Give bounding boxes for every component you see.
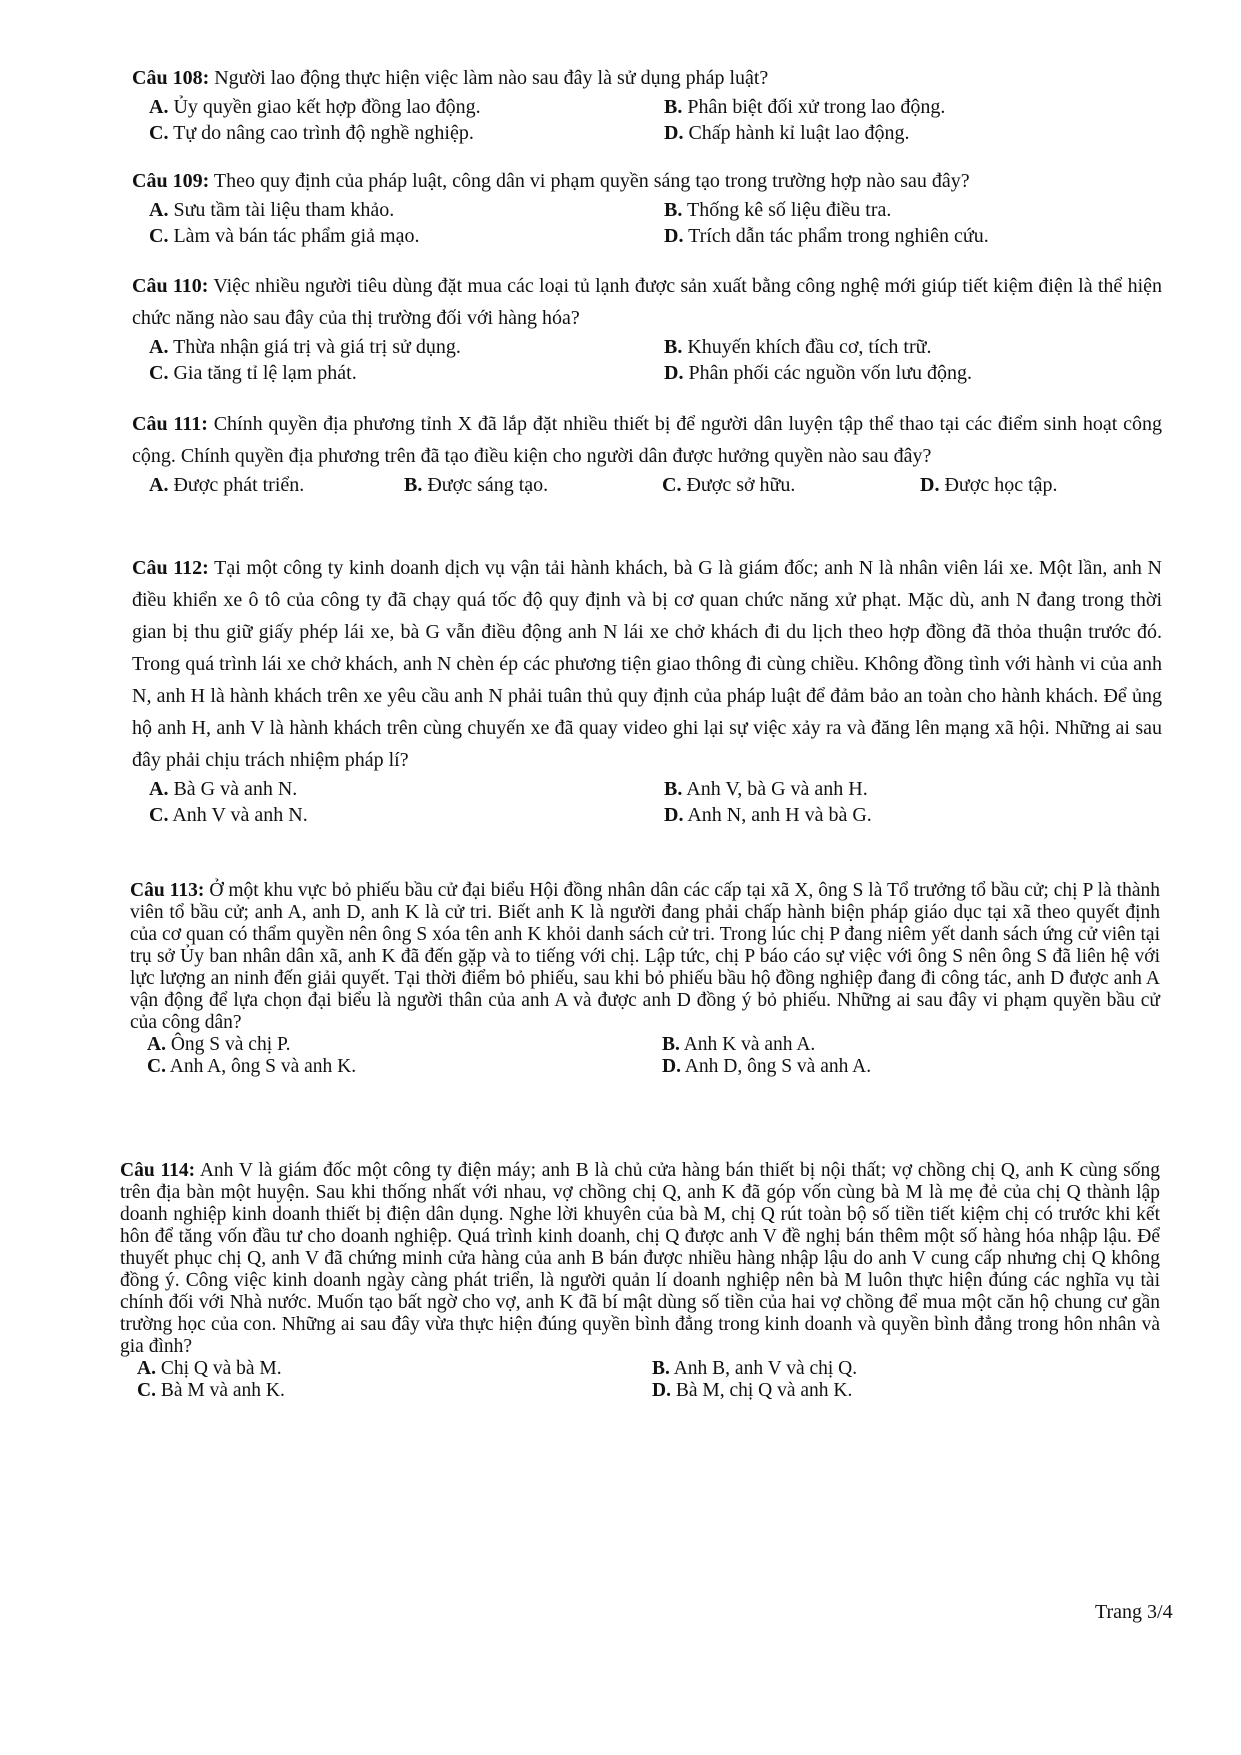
option-a[interactable]: A. Chị Q và bà M. — [137, 1358, 282, 1379]
option-a[interactable]: A. Thừa nhận giá trị và giá trị sử dụng. — [149, 336, 461, 358]
question-label: Câu 112: — [132, 557, 209, 579]
option-d[interactable]: D. Bà M, chị Q và anh K. — [652, 1380, 853, 1401]
question-text: Tại một công ty kinh doanh dịch vụ vận tải hành khách, bà G là giám đốc; anh N là nhân viên lái xe. Một lần, anh N điều khiển xe ô tô của công ty đã chạy quá tốc độ quy định và bị cơ quan chức năng xử phạt. Mặc dù, anh N đang trong thời gian bị thu giữ giấy phép lái xe, bà G vẫn điều động anh N lái xe chở khách đi du lịch theo hợp đồng đã thỏa thuận trước đó. Trong quá trình lái xe chở khách, anh N chèn ép các phương tiện giao thông đi cùng chiều. Không đồng tình với hành vi của anh N, anh H là hành khách trên xe yêu cầu anh N phải tuân thủ quy định của pháp luật để đảm bảo an toàn cho hành khách. Để ủng hộ anh H, anh V là hành khách trên cùng chuyến xe đã quay video ghi lại sự việc xảy ra và đăng lên mạng xã hội. Những ai sau đây phải chịu trách nhiệm pháp lí? — [132, 557, 1163, 771]
option-d[interactable]: D. Trích dẫn tác phẩm trong nghiên cứu. — [664, 225, 989, 247]
option-a[interactable]: A. Sưu tầm tài liệu tham khảo. — [149, 199, 395, 221]
option-c[interactable]: C. Làm và bán tác phẩm giả mạo. — [149, 225, 420, 247]
option-d[interactable]: D. Phân phối các nguồn vốn lưu động. — [664, 362, 973, 384]
option-b[interactable]: B. Khuyến khích đầu cơ, tích trữ. — [664, 336, 932, 358]
question-label: Câu 109: — [132, 170, 210, 192]
option-b[interactable]: B. Anh B, anh V và chị Q. — [652, 1358, 858, 1379]
question-text: Ở một khu vực bỏ phiếu bầu cử đại biểu Hội đồng nhân dân các cấp tại xã X, ông S là Tổ trưởng tổ bầu cử; chị P là thành viên tổ bầu cử; anh A, anh D, anh K là cử tri. Biết anh K là người đang phải chấp hành biện pháp giáo dục tại xã theo quyết định của cơ quan có thẩm quyền nên ông S xóa tên anh K khỏi danh sách cử tri. Trong lúc chị P đang niêm yết danh sách ứng cử viên tại trụ sở Ủy ban nhân dân xã, anh K đã đến gặp và to tiếng với chị. Lập tức, chị P báo cáo sự việc với ông S nên ông S đã liên hệ với lực lượng an ninh đến giải quyết. Tại thời điểm bỏ phiếu, sau khi bỏ phiếu bầu hộ đồng nghiệp đang đi công tác, anh D được anh A vận động để lựa chọn đại biểu là người thân của anh A và được anh D đồng ý bỏ phiếu. Những ai sau đây vi phạm quyền bầu cử của công dân? — [130, 880, 1161, 1033]
option-c[interactable]: C. Bà M và anh K. — [137, 1380, 285, 1401]
option-d[interactable]: D. Được học tập. — [920, 474, 1058, 496]
option-c[interactable]: C. Anh V và anh N. — [149, 804, 308, 826]
question-label: Câu 113: — [130, 880, 205, 901]
option-b[interactable]: B. Anh K và anh A. — [662, 1034, 816, 1055]
question-109 — [132, 165, 1162, 249]
option-c[interactable]: C. Gia tăng tỉ lệ lạm phát. — [149, 362, 357, 384]
question-112 — [132, 552, 1162, 828]
answer-options — [132, 334, 1162, 386]
question-114 — [120, 1160, 1160, 1402]
page-number: Trang 3/4 — [1095, 1601, 1173, 1623]
question-label: Câu 110: — [132, 275, 209, 297]
answer-options — [120, 1358, 1160, 1402]
answer-options — [132, 94, 1162, 146]
question-label: Câu 108: — [132, 67, 210, 89]
question-text: Việc nhiều người tiêu dùng đặt mua các loại tủ lạnh được sản xuất bằng công nghệ mới giúp tiết kiệm điện là thể hiện chức năng nào sau đây của thị trường đối với hàng hóa? — [132, 275, 1162, 329]
question-text: Theo quy định của pháp luật, công dân vi phạm quyền sáng tạo trong trường hợp nào sau đây? — [213, 170, 970, 192]
question-111 — [132, 408, 1162, 498]
answer-options — [132, 776, 1162, 828]
answer-options — [132, 472, 1162, 498]
option-d[interactable]: D. Chấp hành kỉ luật lao động. — [664, 122, 910, 144]
option-b[interactable]: B. Thống kê số liệu điều tra. — [664, 199, 892, 221]
option-a[interactable]: A. Ông S và chị P. — [147, 1034, 291, 1055]
option-d[interactable]: D. Anh D, ông S và anh A. — [662, 1056, 872, 1077]
question-113 — [130, 880, 1160, 1078]
option-b[interactable]: B. Được sáng tạo. — [404, 474, 549, 496]
answer-options — [130, 1034, 1160, 1078]
option-d[interactable]: D. Anh N, anh H và bà G. — [664, 804, 872, 826]
question-label: Câu 111: — [132, 413, 208, 435]
option-a[interactable]: A. Ủy quyền giao kết hợp đồng lao động. — [149, 96, 481, 118]
option-c[interactable]: C. Anh A, ông S và anh K. — [147, 1056, 357, 1077]
question-108 — [132, 62, 1162, 146]
question-text: Anh V là giám đốc một công ty điện máy; anh B là chủ cửa hàng bán thiết bị nội thất; vợ chồng chị Q, anh K cùng sống trên địa bàn một huyện. Sau khi thống nhất với nhau, vợ chồng chị Q, anh K đã góp vốn cùng bà M là mẹ đẻ của chị Q thành lập doanh nghiệp kinh doanh thiết bị điện dân dụng. Nghe lời khuyên của bà M, chị Q rút toàn bộ số tiền tiết kiệm chị có trước khi kết hôn để tăng vốn đầu tư cho doanh nghiệp. Quá trình kinh doanh, chị Q được anh V đề nghị bán thêm một số hàng hóa nhập lậu. Để thuyết phục chị Q, anh V đã chứng minh cửa hàng của anh B bán được nhiều hàng nhập lậu do anh V cung cấp nhưng chị Q không đồng ý. Công việc kinh doanh ngày càng phát triển, là người quản lí doanh nghiệp nên bà M luôn thực hiện đúng các nghĩa vụ tài chính đối với Nhà nước. Muốn tạo bất ngờ cho vợ, anh K đã bí mật dùng số tiền của hai vợ chồng để mua một căn hộ chung cư gần trường học của con. Những ai sau đây vừa thực hiện đúng quyền bình đẳng trong kinh doanh và quyền bình đẳng trong hôn nhân và gia đình? — [120, 1160, 1160, 1357]
question-label: Câu 114: — [120, 1160, 196, 1181]
option-a[interactable]: A. Bà G và anh N. — [149, 778, 298, 800]
answer-options — [132, 197, 1162, 249]
option-c[interactable]: C. Tự do nâng cao trình độ nghề nghiệp. — [149, 122, 474, 144]
option-b[interactable]: B. Anh V, bà G và anh H. — [664, 778, 868, 800]
question-110 — [132, 270, 1162, 386]
option-c[interactable]: C. Được sở hữu. — [662, 474, 796, 496]
question-text: Người lao động thực hiện việc làm nào sau đây là sử dụng pháp luật? — [214, 67, 769, 89]
option-b[interactable]: B. Phân biệt đối xử trong lao động. — [664, 96, 946, 118]
option-a[interactable]: A. Được phát triển. — [149, 474, 305, 496]
question-text: Chính quyền địa phương tỉnh X đã lắp đặt nhiều thiết bị để người dân luyện tập thể thao tại các điểm sinh hoạt công cộng. Chính quyền địa phương trên đã tạo điều kiện cho người dân được hưởng quyền nào sau đây? — [132, 413, 1162, 467]
